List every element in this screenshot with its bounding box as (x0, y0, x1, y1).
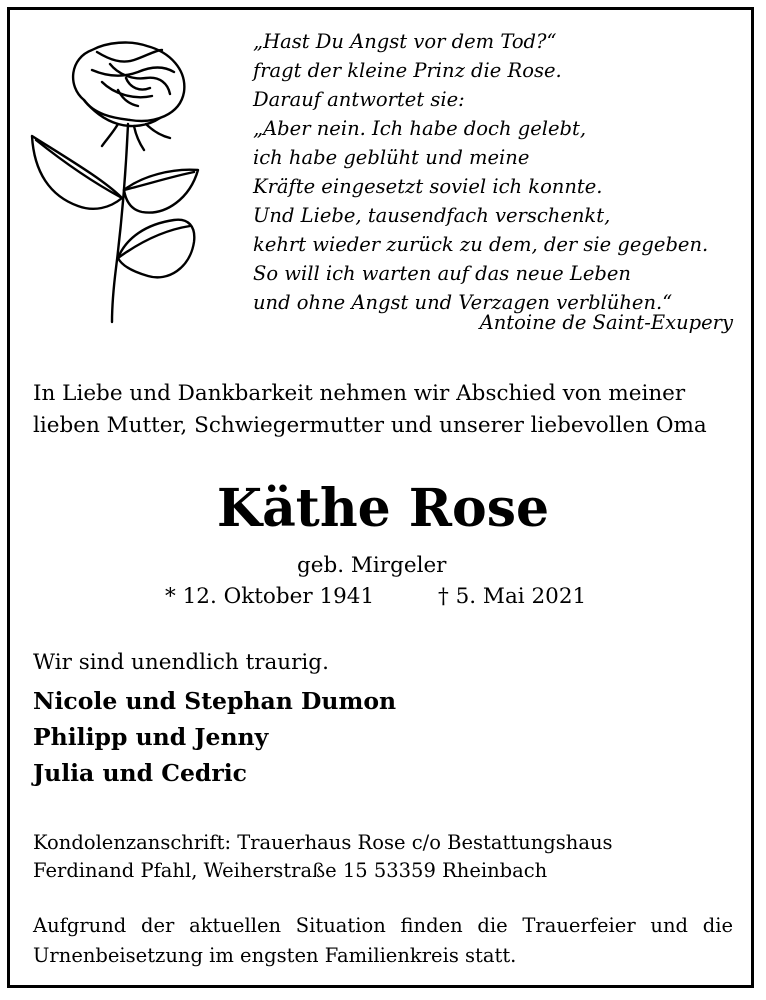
quote-line: Und Liebe, tausendfach verschenkt, (253, 204, 611, 227)
quote-line: Darauf antwortet sie: (253, 88, 465, 111)
address-line: Ferdinand Pfahl, Weiherstraße 15 53359 Rheinbach (33, 859, 548, 882)
quote-line: ich habe geblüht und meine (253, 146, 530, 169)
mourning-statement: Wir sind unendlich traurig. (33, 650, 329, 675)
funeral-notice (33, 911, 733, 971)
birth-date: * 12. Oktober 1941 (165, 584, 375, 609)
condolence-address (33, 829, 613, 885)
quote-line: „Aber nein. Ich habe doch gelebt, (253, 117, 587, 140)
quote-line: fragt der kleine Prinz die Rose. (253, 59, 562, 82)
mourner-names (33, 683, 396, 791)
notice-line: Aufgrund der aktuellen Situation finden die Trauerfeier und die (33, 914, 733, 937)
quote-block (253, 27, 743, 317)
mourner-name: Philipp und Jenny (33, 723, 269, 751)
deceased-name: Käthe Rose (216, 478, 550, 539)
death-date: † 5. Mai 2021 (438, 584, 587, 609)
rose-icon (22, 20, 202, 325)
quote-line: So will ich warten auf das neue Leben (253, 262, 631, 285)
intro-line: lieben Mutter, Schwiegermutter und unserer liebevollen Oma (33, 413, 707, 438)
quote-line: und ohne Angst und Verzagen verblühen.“ (253, 291, 673, 314)
intro-line: In Liebe und Dankbarkeit nehmen wir Abschied von meiner (33, 381, 686, 406)
quote-line: Kräfte eingesetzt soviel ich konnte. (253, 175, 603, 198)
quote-line: „Hast Du Angst vor dem Tod?“ (253, 30, 557, 53)
notice-line: Urnenbeisetzung im engsten Familienkreis statt. (33, 944, 517, 967)
intro-text (33, 378, 748, 442)
mourner-name: Nicole und Stephan Dumon (33, 687, 397, 715)
birth-name: geb. Mirgeler (297, 553, 447, 578)
mourner-name: Julia und Cedric (33, 759, 247, 787)
quote-line: kehrt wieder zurück zu dem, der sie gegeben. (253, 233, 709, 256)
address-line: Kondolenzanschrift: Trauerhaus Rose c/o Bestattungshaus (33, 831, 613, 854)
quote-author: Antoine de Saint-Exupery (479, 311, 733, 334)
